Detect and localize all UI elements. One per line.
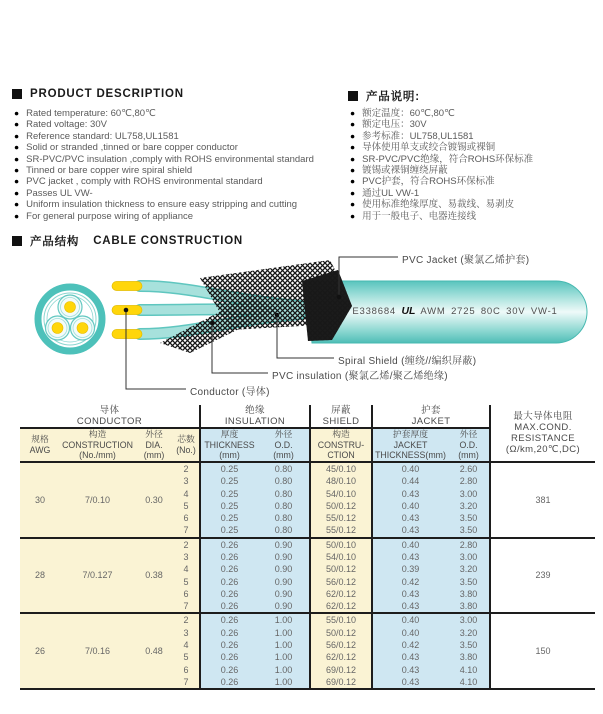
spec-table bbox=[20, 405, 595, 690]
list-item bbox=[14, 131, 344, 142]
list-item bbox=[14, 211, 344, 222]
cell-dia: 0.48 bbox=[135, 613, 173, 689]
group-title-en: CONDUCTOR bbox=[76, 416, 143, 427]
cell-shield: 55/0.10 bbox=[310, 613, 372, 626]
cell-awg: 26 bbox=[20, 613, 60, 689]
list-item-text: Tinned or bare copper wire spiral shield bbox=[26, 165, 193, 177]
cell-shield: 56/0.12 bbox=[310, 639, 372, 651]
list-item-text: PVC jacket , comply with ROHS environmental standard bbox=[26, 176, 263, 188]
cell-jacket-od: 3.80 bbox=[448, 600, 490, 613]
list-item-text: PVC护套，符合ROHS环保标准 bbox=[362, 176, 495, 188]
list-item-text: Rated temperature: 60℃,80℃ bbox=[26, 108, 156, 119]
cell-ins-od: 0.80 bbox=[258, 487, 310, 499]
cell-ins-thickness: 0.25 bbox=[200, 512, 258, 524]
product-description-heading bbox=[12, 88, 184, 100]
table-row bbox=[20, 613, 595, 626]
list-item bbox=[14, 108, 344, 119]
list-item-text: 额定温度：60℃,80℃ bbox=[362, 108, 455, 119]
cell-jacket-thickness: 0.43 bbox=[372, 676, 448, 689]
insulation-label: PVC insulation (聚氯乙烯/聚乙烯绝缘) bbox=[272, 371, 448, 382]
cell-ins-thickness: 0.26 bbox=[200, 575, 258, 587]
circle-bullet-icon: ● bbox=[350, 119, 356, 130]
list-item bbox=[350, 199, 595, 210]
list-item bbox=[14, 165, 344, 176]
cell-jacket-od: 3.50 bbox=[448, 512, 490, 524]
cell-jacket-thickness: 0.39 bbox=[372, 563, 448, 575]
cell-shield: 50/0.10 bbox=[310, 538, 372, 551]
cable-construction-heading bbox=[12, 233, 243, 249]
list-item bbox=[350, 131, 595, 142]
cell-shield: 55/0.12 bbox=[310, 524, 372, 537]
insulation-group-header bbox=[200, 405, 310, 428]
circle-bullet-icon: ● bbox=[350, 187, 356, 198]
jacket-label: PVC Jacket (聚氯乙烯护套) bbox=[402, 255, 530, 266]
cell-jacket-thickness: 0.42 bbox=[372, 575, 448, 587]
cell-cores: 6 bbox=[173, 512, 200, 524]
cell-jacket-od: 4.10 bbox=[448, 676, 490, 689]
cell-cores: 6 bbox=[173, 664, 200, 676]
circle-bullet-icon: ● bbox=[350, 210, 356, 221]
cell-jacket-od: 3.20 bbox=[448, 500, 490, 512]
cell-construction: 7/0.127 bbox=[60, 538, 135, 614]
cell-jacket-od: 3.50 bbox=[448, 639, 490, 651]
cell-shield: 62/0.12 bbox=[310, 588, 372, 600]
circle-bullet-icon: ● bbox=[350, 199, 356, 210]
cell-construction: 7/0.10 bbox=[60, 462, 135, 538]
conductor-group-header bbox=[20, 405, 200, 428]
list-item bbox=[350, 176, 595, 187]
list-item-text: 额定电压：30V bbox=[362, 119, 427, 131]
cell-ins-od: 1.00 bbox=[258, 664, 310, 676]
heading-text-zh: 产品结构 bbox=[30, 236, 80, 248]
cell-ins-od: 0.80 bbox=[258, 524, 310, 537]
cell-ins-thickness: 0.26 bbox=[200, 627, 258, 639]
cell-ins-od: 0.90 bbox=[258, 538, 310, 551]
list-item bbox=[14, 199, 344, 210]
conductor-label: Conductor (导体) bbox=[190, 387, 270, 398]
cell-ins-thickness: 0.25 bbox=[200, 500, 258, 512]
cell-ins-thickness: 0.25 bbox=[200, 487, 258, 499]
awg-group bbox=[20, 613, 595, 689]
list-item-text: For general purpose wiring of appliance bbox=[26, 210, 194, 222]
list-item-text: SR-PVC/PVC insulation ,comply with ROHS environmental standard bbox=[26, 153, 314, 165]
cell-dia: 0.30 bbox=[135, 462, 173, 538]
cell-jacket-od: 3.00 bbox=[448, 551, 490, 563]
cell-shield: 50/0.12 bbox=[310, 563, 372, 575]
awg-group bbox=[20, 538, 595, 614]
cell-shield: 50/0.12 bbox=[310, 500, 372, 512]
circle-bullet-icon: ● bbox=[350, 153, 356, 164]
table-row bbox=[20, 462, 595, 475]
cell-jacket-thickness: 0.40 bbox=[372, 613, 448, 626]
cell-jacket-thickness: 0.43 bbox=[372, 588, 448, 600]
print-spec: AWM 2725 80C 30V VW-1 bbox=[420, 306, 558, 317]
cell-cores: 2 bbox=[173, 538, 200, 551]
group-title-en: JACKET bbox=[411, 416, 451, 427]
cell-cores: 7 bbox=[173, 600, 200, 613]
list-item-text: Uniform insulation thickness to ensure easy stripping and cutting bbox=[26, 199, 298, 211]
cert-number: E338684 bbox=[352, 306, 396, 317]
circle-bullet-icon: ● bbox=[350, 108, 356, 118]
cell-ins-thickness: 0.26 bbox=[200, 651, 258, 663]
cell-ins-thickness: 0.26 bbox=[200, 676, 258, 689]
jacket-print bbox=[330, 305, 580, 317]
list-item bbox=[14, 176, 344, 187]
cell-ins-od: 1.00 bbox=[258, 651, 310, 663]
awg-group bbox=[20, 462, 595, 538]
resistance-column-header: 最大导体电阻 MAX.COND. RESISTANCE (Ω/km,20℃,DC) bbox=[490, 405, 595, 462]
list-item bbox=[350, 165, 595, 176]
cell-shield: 54/0.10 bbox=[310, 551, 372, 563]
cell-ins-od: 0.90 bbox=[258, 551, 310, 563]
circle-bullet-icon: ● bbox=[350, 176, 356, 187]
cell-jacket-thickness: 0.40 bbox=[372, 627, 448, 639]
circle-bullet-icon: ● bbox=[14, 142, 20, 153]
list-item bbox=[14, 142, 344, 153]
cell-ins-thickness: 0.26 bbox=[200, 664, 258, 676]
cell-cores: 4 bbox=[173, 487, 200, 499]
cell-jacket-thickness: 0.40 bbox=[372, 462, 448, 475]
cell-cores: 2 bbox=[173, 613, 200, 626]
cell-cores: 3 bbox=[173, 551, 200, 563]
cell-cores: 2 bbox=[173, 462, 200, 475]
heading-text-en: CABLE CONSTRUCTION bbox=[93, 235, 244, 247]
cell-jacket-od: 3.20 bbox=[448, 627, 490, 639]
circle-bullet-icon: ● bbox=[14, 210, 20, 221]
list-item-text: 通过UL VW-1 bbox=[362, 187, 420, 199]
cell-jacket-od: 2.80 bbox=[448, 475, 490, 487]
cell-awg: 30 bbox=[20, 462, 60, 538]
cell-jacket-od: 2.60 bbox=[448, 462, 490, 475]
list-item-text: 导体使用单支或绞合镀锡或裸铜 bbox=[362, 142, 496, 154]
cell-cores: 7 bbox=[173, 524, 200, 537]
jacket-thickness-column-header: 护套厚度 JACKET THICKNESS(mm) bbox=[372, 428, 448, 462]
ul-mark-icon: UL bbox=[401, 305, 416, 317]
cell-shield: 48/0.10 bbox=[310, 475, 372, 487]
cell-resistance: 239 bbox=[490, 538, 595, 614]
list-item bbox=[350, 211, 595, 222]
list-item-text: SR-PVC/PVC绝缘，符合ROHS环保标准 bbox=[362, 153, 534, 165]
cell-jacket-od: 3.80 bbox=[448, 651, 490, 663]
group-title-zh: 绝缘 bbox=[245, 405, 265, 416]
cell-jacket-od: 2.80 bbox=[448, 538, 490, 551]
circle-bullet-icon: ● bbox=[14, 165, 20, 176]
heading-text: PRODUCT DESCRIPTION bbox=[30, 88, 184, 100]
list-item-text: 使用标准绝缘厚度、易裁线、易剥皮 bbox=[362, 199, 515, 211]
cell-shield: 54/0.10 bbox=[310, 487, 372, 499]
cell-shield: 50/0.12 bbox=[310, 627, 372, 639]
circle-bullet-icon: ● bbox=[14, 119, 20, 130]
cell-ins-thickness: 0.26 bbox=[200, 588, 258, 600]
cell-ins-od: 0.80 bbox=[258, 512, 310, 524]
list-item bbox=[350, 108, 595, 119]
cell-shield: 56/0.12 bbox=[310, 575, 372, 587]
list-item-text: 用于一般电子、电器连接线 bbox=[362, 210, 477, 222]
cell-resistance: 150 bbox=[490, 613, 595, 689]
ins-thickness-column-header: 厚度 THICKNESS (mm) bbox=[200, 428, 258, 462]
circle-bullet-icon: ● bbox=[350, 130, 356, 141]
dia-column-header: 外径 DIA. (mm) bbox=[135, 428, 173, 462]
group-title-zh: 屏蔽 bbox=[331, 405, 351, 416]
cell-ins-thickness: 0.25 bbox=[200, 475, 258, 487]
list-item-text: Rated voltage: 30V bbox=[26, 119, 107, 131]
cell-cores: 7 bbox=[173, 676, 200, 689]
cell-jacket-thickness: 0.43 bbox=[372, 487, 448, 499]
shield-construction-column-header: 构造 CONSTRU- CTION bbox=[310, 428, 372, 462]
cell-construction: 7/0.16 bbox=[60, 613, 135, 689]
group-title-en: INSULATION bbox=[224, 416, 286, 427]
list-item-text: 镀锡或裸铜缠绕屏蔽 bbox=[362, 165, 448, 177]
cell-jacket-thickness: 0.43 bbox=[372, 600, 448, 613]
cell-jacket-od: 3.50 bbox=[448, 524, 490, 537]
cell-ins-od: 0.90 bbox=[258, 600, 310, 613]
product-description-list-en bbox=[14, 108, 344, 222]
cell-shield: 62/0.12 bbox=[310, 651, 372, 663]
awg-column-header: 规格 AWG bbox=[20, 428, 60, 462]
cell-ins-thickness: 0.26 bbox=[200, 639, 258, 651]
cell-dia: 0.38 bbox=[135, 538, 173, 614]
cell-ins-thickness: 0.26 bbox=[200, 538, 258, 551]
cell-shield: 55/0.12 bbox=[310, 512, 372, 524]
cell-ins-thickness: 0.25 bbox=[200, 524, 258, 537]
cell-ins-od: 0.90 bbox=[258, 575, 310, 587]
cell-jacket-thickness: 0.42 bbox=[372, 639, 448, 651]
cell-jacket-thickness: 0.40 bbox=[372, 538, 448, 551]
table-row bbox=[20, 538, 595, 551]
cell-jacket-thickness: 0.40 bbox=[372, 500, 448, 512]
cell-cores: 5 bbox=[173, 651, 200, 663]
group-title-zh: 护套 bbox=[421, 405, 441, 416]
list-item-text: Solid or stranded ,tinned or bare copper conductor bbox=[26, 142, 238, 154]
list-item-text: Passes UL VW- bbox=[26, 187, 93, 199]
list-item bbox=[350, 154, 595, 165]
cell-cores: 6 bbox=[173, 588, 200, 600]
cell-ins-thickness: 0.26 bbox=[200, 613, 258, 626]
cell-cores: 4 bbox=[173, 639, 200, 651]
cell-jacket-od: 3.80 bbox=[448, 588, 490, 600]
shield-label: Spiral Shield (缠绕//编织屏蔽) bbox=[338, 356, 477, 367]
jacket-od-column-header: 外径 O.D. (mm) bbox=[448, 428, 490, 462]
cell-ins-thickness: 0.25 bbox=[200, 462, 258, 475]
cell-cores: 5 bbox=[173, 500, 200, 512]
group-header-row bbox=[20, 405, 595, 428]
cross-section bbox=[38, 287, 102, 351]
construction-column-header: 构造 CONSTRUCTION (No./mm) bbox=[60, 428, 135, 462]
cell-awg: 28 bbox=[20, 538, 60, 614]
product-description-list-zh bbox=[350, 108, 595, 222]
list-item bbox=[14, 188, 344, 199]
circle-bullet-icon: ● bbox=[14, 153, 20, 164]
cable-diagram bbox=[0, 248, 603, 408]
cell-ins-od: 0.80 bbox=[258, 462, 310, 475]
jacket-group-header bbox=[372, 405, 490, 428]
square-bullet-icon bbox=[348, 91, 358, 101]
circle-bullet-icon: ● bbox=[14, 199, 20, 210]
spec-table-header bbox=[20, 405, 595, 462]
cell-ins-od: 0.90 bbox=[258, 563, 310, 575]
circle-bullet-icon: ● bbox=[14, 108, 20, 118]
circle-bullet-icon: ● bbox=[14, 187, 20, 198]
cell-jacket-thickness: 0.43 bbox=[372, 551, 448, 563]
cell-jacket-thickness: 0.43 bbox=[372, 664, 448, 676]
ins-od-column-header: 外径 O.D. (mm) bbox=[258, 428, 310, 462]
cell-ins-thickness: 0.26 bbox=[200, 563, 258, 575]
cell-jacket-od: 3.00 bbox=[448, 613, 490, 626]
square-bullet-icon bbox=[12, 236, 22, 246]
cell-ins-od: 1.00 bbox=[258, 613, 310, 626]
cell-cores: 3 bbox=[173, 627, 200, 639]
cell-ins-thickness: 0.26 bbox=[200, 600, 258, 613]
cell-shield: 62/0.12 bbox=[310, 600, 372, 613]
circle-bullet-icon: ● bbox=[350, 142, 356, 153]
heading-text: 产品说明: bbox=[366, 91, 420, 103]
cell-jacket-od: 4.10 bbox=[448, 664, 490, 676]
cell-jacket-od: 3.20 bbox=[448, 563, 490, 575]
cell-jacket-thickness: 0.43 bbox=[372, 651, 448, 663]
cell-ins-od: 0.80 bbox=[258, 500, 310, 512]
list-item-text: 参考标准：UL758,UL1581 bbox=[362, 130, 474, 142]
cell-shield: 69/0.12 bbox=[310, 676, 372, 689]
cell-cores: 5 bbox=[173, 575, 200, 587]
group-title-zh: 导体 bbox=[99, 405, 120, 416]
circle-bullet-icon: ● bbox=[350, 165, 356, 176]
cell-ins-od: 0.80 bbox=[258, 475, 310, 487]
cell-jacket-od: 3.00 bbox=[448, 487, 490, 499]
cores-column-header: 芯数 (No.) bbox=[173, 428, 200, 462]
cell-cores: 4 bbox=[173, 563, 200, 575]
product-description-zh-heading bbox=[348, 88, 420, 104]
list-item-text: Reference standard: UL758,UL1581 bbox=[26, 130, 179, 142]
cell-jacket-thickness: 0.44 bbox=[372, 475, 448, 487]
cell-cores: 3 bbox=[173, 475, 200, 487]
cell-shield: 45/0.10 bbox=[310, 462, 372, 475]
list-item bbox=[14, 119, 344, 130]
square-bullet-icon bbox=[12, 89, 22, 99]
list-item bbox=[350, 142, 595, 153]
list-item bbox=[14, 154, 344, 165]
cell-ins-od: 1.00 bbox=[258, 627, 310, 639]
circle-bullet-icon: ● bbox=[14, 130, 20, 141]
cell-shield: 69/0.12 bbox=[310, 664, 372, 676]
cell-resistance: 381 bbox=[490, 462, 595, 538]
cell-ins-od: 1.00 bbox=[258, 639, 310, 651]
list-item bbox=[350, 119, 595, 130]
cell-ins-od: 1.00 bbox=[258, 676, 310, 689]
group-title-en: SHIELD bbox=[322, 416, 360, 427]
circle-bullet-icon: ● bbox=[14, 176, 20, 187]
list-item bbox=[350, 188, 595, 199]
cell-jacket-thickness: 0.43 bbox=[372, 524, 448, 537]
cell-jacket-od: 3.50 bbox=[448, 575, 490, 587]
cell-jacket-thickness: 0.43 bbox=[372, 512, 448, 524]
cable-diagram-graphic bbox=[0, 248, 603, 406]
shield-group-header bbox=[310, 405, 372, 428]
cell-ins-thickness: 0.26 bbox=[200, 551, 258, 563]
cell-ins-od: 0.90 bbox=[258, 588, 310, 600]
